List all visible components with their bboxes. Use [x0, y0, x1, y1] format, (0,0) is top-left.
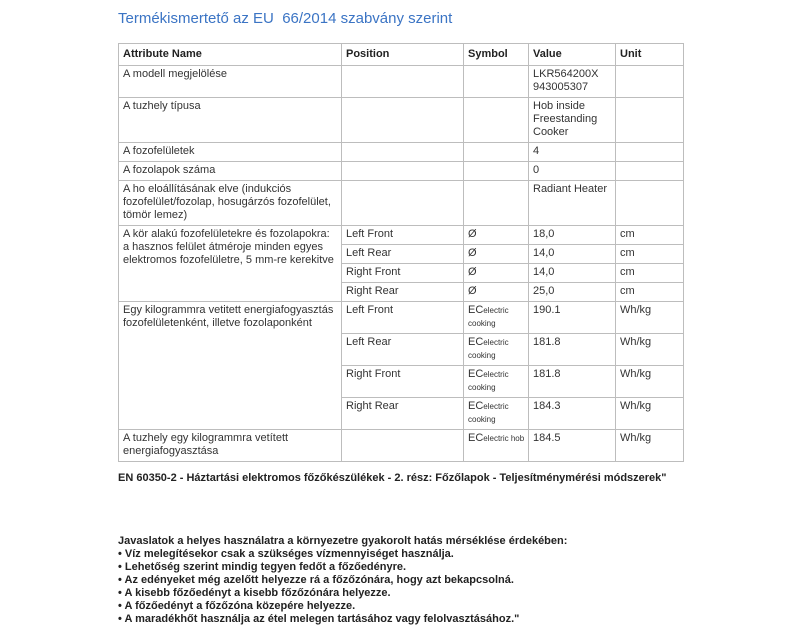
- table-header-row: [119, 44, 684, 66]
- symbol-cell: [464, 66, 529, 98]
- position-cell: [342, 66, 464, 98]
- unit-cell: Wh/kg: [616, 302, 684, 334]
- recommendation-item: • Lehetőség szerint mindig tegyen fedőt a főzőedényre.: [118, 561, 407, 573]
- value-cell: 0: [529, 162, 616, 181]
- value-cell: 14,0: [529, 245, 616, 264]
- symbol-subscript: electric hob: [483, 434, 525, 443]
- recommendation-item: • Víz melegítésekor csak a szükséges vízmennyiséget használja.: [118, 548, 454, 560]
- table-row: [119, 181, 684, 226]
- symbol-cell: Ø: [464, 226, 529, 245]
- symbol-cell: [464, 98, 529, 143]
- unit-cell: Wh/kg: [616, 398, 684, 430]
- position-cell: Left Rear: [342, 245, 464, 264]
- recommendation-item: • Az edényeket még azelőtt helyezze rá a főzőzónára, hogy azt bekapcsolná.: [118, 574, 514, 586]
- attribute-cell: A modell megjelölése: [119, 66, 342, 98]
- attribute-cell: A fozofelületek: [119, 143, 342, 162]
- symbol-cell: [464, 181, 529, 226]
- standard-note: EN 60350-2 - Háztartási elektromos főzőkészülékek - 2. rész: Főzőlapok - Teljesítménymérési módszerek": [118, 472, 667, 484]
- symbol-text: EC: [468, 304, 484, 316]
- symbol-cell: Ø: [464, 264, 529, 283]
- attribute-cell: A ho eloállításának elve (indukciós fozofelület/fozolap, hosugárzós fozofelület, tömör lemez): [119, 181, 342, 226]
- symbol-cell: Ø: [464, 283, 529, 302]
- position-cell: [342, 143, 464, 162]
- value-cell: 25,0: [529, 283, 616, 302]
- unit-cell: cm: [616, 264, 684, 283]
- column-header-position: Position: [342, 44, 464, 66]
- unit-cell: [616, 143, 684, 162]
- unit-cell: cm: [616, 283, 684, 302]
- column-header-symbol: Symbol: [464, 44, 529, 66]
- value-cell: 190.1: [529, 302, 616, 334]
- position-cell: Right Front: [342, 264, 464, 283]
- page-title: Termékismertető az EU 66/2014 szabvány szerint: [118, 10, 453, 27]
- position-cell: [342, 430, 464, 462]
- symbol-cell: [464, 143, 529, 162]
- unit-cell: [616, 181, 684, 226]
- table-row: [119, 162, 684, 181]
- unit-cell: [616, 162, 684, 181]
- symbol-subscript: electric cooking: [468, 338, 509, 360]
- position-cell: Right Rear: [342, 283, 464, 302]
- attribute-cell: A tuzhely típusa: [119, 98, 342, 143]
- symbol-subscript: electric cooking: [468, 370, 509, 392]
- table-row: [119, 430, 684, 462]
- symbol-cell: [464, 162, 529, 181]
- recommendation-item: • A főzőedényt a főzőzóna közepére helyezze.: [118, 600, 356, 612]
- symbol-cell: [464, 366, 529, 398]
- recommendation-item: • A kisebb főzőedényt a kisebb főzőzónára helyezze.: [118, 587, 391, 599]
- position-cell: [342, 98, 464, 143]
- value-cell: 181.8: [529, 366, 616, 398]
- attribute-cell: A fozolapok száma: [119, 162, 342, 181]
- position-cell: Left Front: [342, 226, 464, 245]
- unit-cell: [616, 66, 684, 98]
- table-row: [119, 226, 684, 245]
- position-cell: Right Front: [342, 366, 464, 398]
- table-row: [119, 302, 684, 334]
- recommendations-block: [118, 535, 683, 626]
- table-row: [119, 143, 684, 162]
- column-header-value: Value: [529, 44, 616, 66]
- table-row: [119, 66, 684, 98]
- symbol-text: EC: [468, 400, 484, 412]
- value-cell: Hob inside Freestanding Cooker: [529, 98, 616, 143]
- unit-cell: cm: [616, 226, 684, 245]
- unit-cell: cm: [616, 245, 684, 264]
- position-cell: Right Rear: [342, 398, 464, 430]
- unit-cell: [616, 98, 684, 143]
- position-cell: [342, 181, 464, 226]
- symbol-text: EC: [468, 432, 484, 444]
- symbol-subscript: electric cooking: [468, 306, 509, 328]
- symbol-text: EC: [468, 336, 484, 348]
- attribute-cell: A tuzhely egy kilogrammra vetített energiafogyasztása: [119, 430, 342, 462]
- symbol-cell: [464, 430, 529, 462]
- product-info-table: [118, 43, 684, 462]
- symbol-cell: [464, 398, 529, 430]
- column-header-unit: Unit: [616, 44, 684, 66]
- symbol-cell: [464, 334, 529, 366]
- symbol-subscript: electric cooking: [468, 402, 509, 424]
- attribute-cell: A kör alakú fozofelületekre és fozolapokra: a hasznos felület átméroje minden egyes elektromos fozofelületre, 5 mm-re kerekitve: [119, 226, 342, 302]
- value-cell: 181.8: [529, 334, 616, 366]
- unit-cell: Wh/kg: [616, 430, 684, 462]
- symbol-cell: Ø: [464, 245, 529, 264]
- unit-cell: Wh/kg: [616, 334, 684, 366]
- symbol-text: EC: [468, 368, 484, 380]
- recommendations-heading: Javaslatok a helyes használatra a környezetre gyakorolt hatás mérséklése érdekében:: [118, 535, 568, 547]
- value-cell: 184.3: [529, 398, 616, 430]
- value-cell: LKR564200X 943005307: [529, 66, 616, 98]
- symbol-cell: [464, 302, 529, 334]
- table-row: [119, 98, 684, 143]
- recommendation-item: • A maradékhőt használja az étel melegen tartásához vagy felolvasztásához.": [118, 613, 520, 625]
- attribute-cell: Egy kilogrammra vetitett energiafogyasztás fozofelületenként, illetve fozolaponként: [119, 302, 342, 430]
- column-header-attribute: Attribute Name: [119, 44, 342, 66]
- unit-cell: Wh/kg: [616, 366, 684, 398]
- value-cell: 4: [529, 143, 616, 162]
- value-cell: 18,0: [529, 226, 616, 245]
- value-cell: Radiant Heater: [529, 181, 616, 226]
- position-cell: Left Rear: [342, 334, 464, 366]
- position-cell: [342, 162, 464, 181]
- value-cell: 184.5: [529, 430, 616, 462]
- position-cell: Left Front: [342, 302, 464, 334]
- value-cell: 14,0: [529, 264, 616, 283]
